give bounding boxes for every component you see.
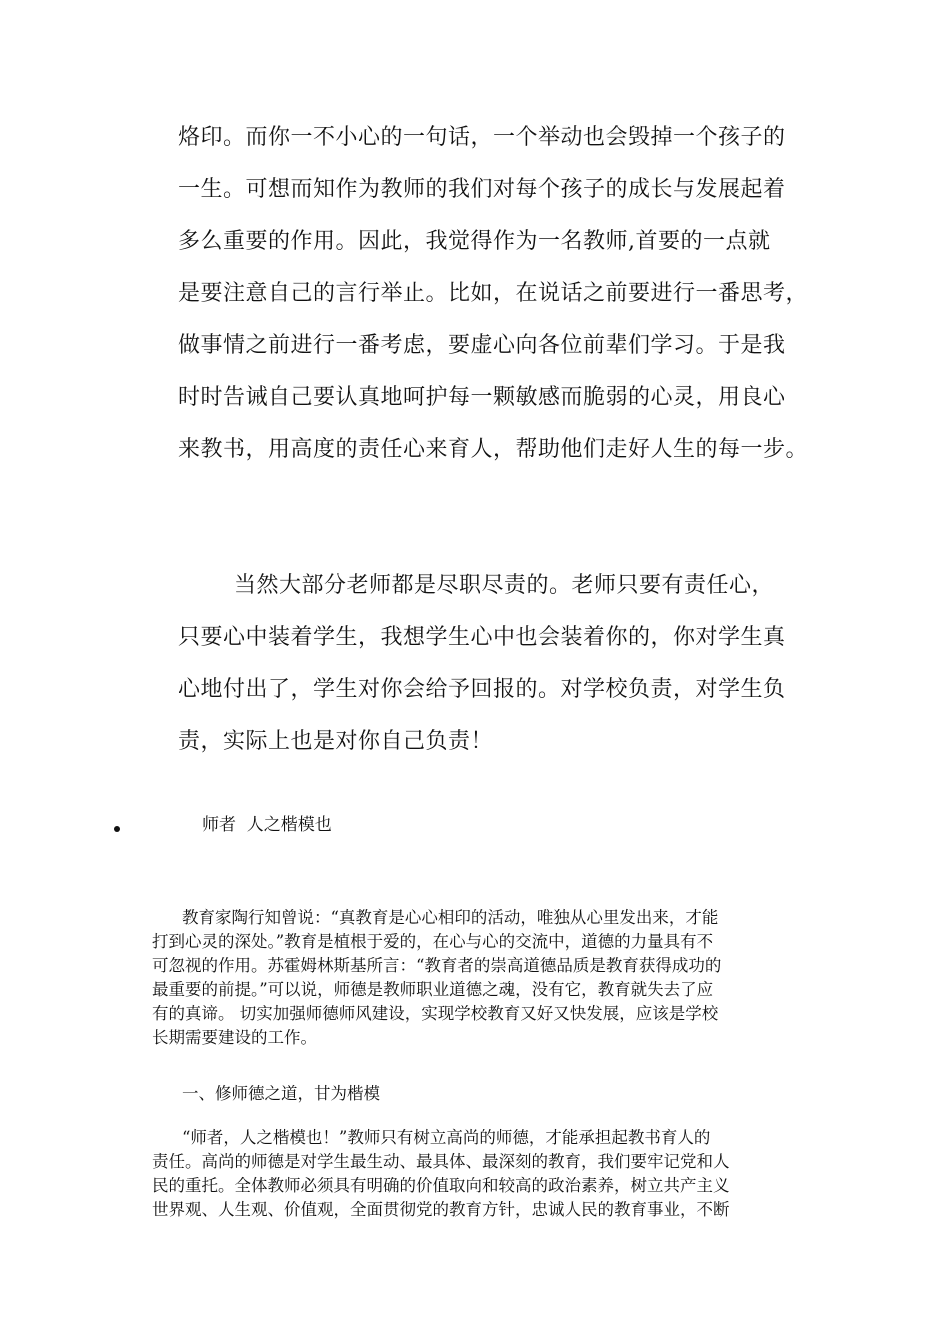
text-line: 世界观、人生观、价值观，全面贯彻党的教育方针，忠诚人民的教育事业，不断 [152, 1200, 730, 1219]
subheading-text: 一、修师德之道，甘为楷模 [182, 1084, 380, 1103]
paragraph-duty [178, 560, 786, 768]
bullet-icon [114, 826, 120, 832]
text-line: 时时告诫自己要认真地呵护每一颗敏感而脆弱的心灵，用良心 [178, 385, 786, 410]
text-line: 打到心灵的深处。”教育是植根于爱的，在心与心的交流中，道德的力量具有不 [152, 932, 714, 951]
text-line: 多么重要的作用。因此，我觉得作为一名教师,首要的一点就 [178, 229, 771, 254]
text-line: 责，实际上也是对你自己负责！ [178, 729, 494, 754]
paragraph-responsibility [178, 112, 809, 476]
text-line: 有的真谛。 切实加强师德师风建设，实现学校教育又好又快发展，应该是学校 [152, 1004, 719, 1023]
text-line: 当然大部分老师都是尽职尽责的。老师只要有责任心， [234, 573, 775, 598]
text-line: 长期需要建设的工作。 [152, 1028, 317, 1047]
text-line: 可忽视的作用。苏霍姆林斯基所言：“教育者的崇高道德品质是教育获得成功的 [152, 956, 722, 975]
text-line: 责任。高尚的师德是对学生最生动、最具体、最深刻的教育，我们要牢记党和人 [152, 1152, 730, 1171]
text-line: 烙印。而你一不小心的一句话，一个举动也会毁掉一个孩子的 [178, 125, 786, 150]
section-heading: 师者 人之楷模也 [202, 815, 332, 835]
text-line: 心地付出了，学生对你会给予回报的。对学校负责，对学生负 [178, 677, 786, 702]
text-line: 是要注意自己的言行举止。比如，在说话之前要进行一番思考， [178, 281, 809, 306]
paragraph-role-model [152, 1126, 812, 1222]
text-line: “师者，人之楷模也！”教师只有树立高尚的师德，才能承担起教书育人的 [182, 1128, 711, 1147]
text-line: 教育家陶行知曾说：“真教育是心心相印的活动，唯独从心里发出来，才能 [182, 908, 719, 927]
text-line: 最重要的前提。”可以说，师德是教师职业道德之魂，没有它，教育就失去了应 [152, 980, 714, 999]
text-line: 只要心中装着学生，我想学生心中也会装着你的，你对学生真 [178, 625, 786, 650]
text-line: 做事情之前进行一番考虑，要虚心向各位前辈们学习。于是我 [178, 333, 786, 358]
text-line: 民的重托。全体教师必须具有明确的价值取向和较高的政治素养，树立共产主义 [152, 1176, 730, 1195]
paragraph-tao-xingzhi [152, 906, 812, 1050]
subheading [152, 1082, 812, 1106]
text-line: 一生。可想而知作为教师的我们对每个孩子的成长与发展起着 [178, 177, 786, 202]
text-line: 来教书，用高度的责任心来育人，帮助他们走好人生的每一步。 [178, 437, 809, 462]
